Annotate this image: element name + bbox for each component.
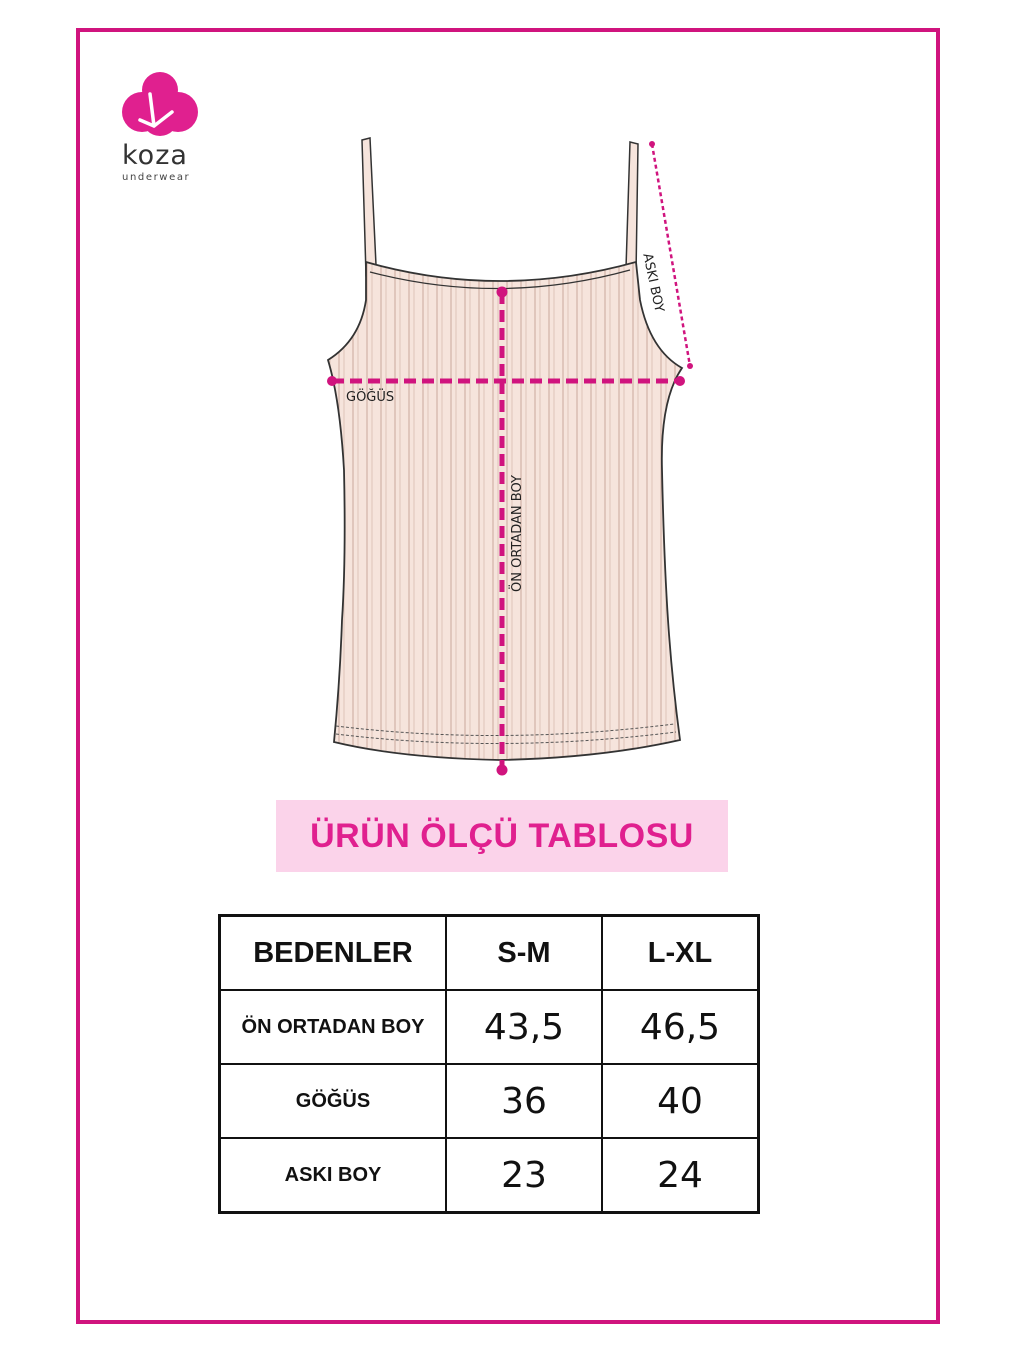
table-row [220, 990, 759, 1064]
row-label: ASKI BOY [220, 1138, 447, 1213]
table-header-row [220, 916, 759, 991]
camisole-body [328, 262, 682, 760]
table-row [220, 1138, 759, 1213]
chest-label: GÖĞÜS [346, 390, 395, 405]
cotton-flower-icon [112, 68, 212, 148]
size-chart-title: ÜRÜN ÖLÇÜ TABLOSU [310, 816, 694, 855]
right-strap [626, 142, 638, 275]
camisole-diagram [300, 120, 720, 800]
strap-length-label: ASKI BOY [639, 252, 667, 314]
left-strap [362, 138, 376, 275]
brand-subtitle: underwear [122, 172, 191, 183]
row-label: ÖN ORTADAN BOY [220, 990, 447, 1064]
table-cell: 43,5 [446, 990, 602, 1064]
strap-measure-line [652, 144, 690, 366]
header-cell: BEDENLER [220, 916, 447, 991]
front-length-label: ÖN ORTADAN BOY [510, 475, 525, 592]
table-cell: 23 [446, 1138, 602, 1213]
table-row [220, 1064, 759, 1138]
brand-name: koza [122, 140, 188, 171]
size-chart-title-box [276, 800, 728, 872]
table-cell: 24 [602, 1138, 759, 1213]
row-label: GÖĞÜS [220, 1064, 447, 1138]
table-cell: 36 [446, 1064, 602, 1138]
table-cell: 40 [602, 1064, 759, 1138]
table-cell: 46,5 [602, 990, 759, 1064]
header-cell: L-XL [602, 916, 759, 991]
size-table [218, 914, 760, 1214]
header-cell: S-M [446, 916, 602, 991]
